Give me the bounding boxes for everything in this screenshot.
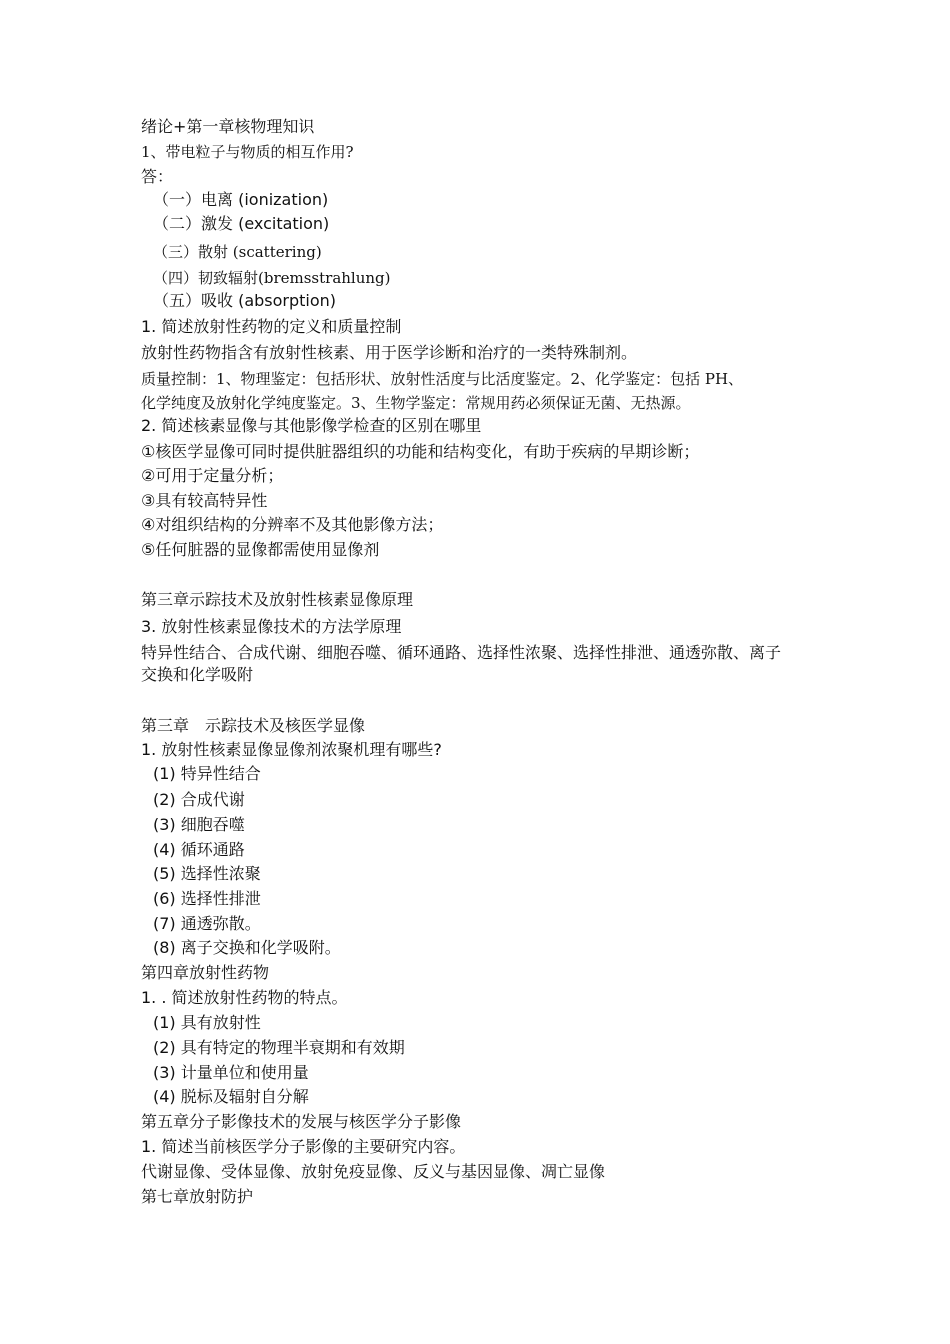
list-item: (4) 脱标及辐射自分解 bbox=[153, 1087, 309, 1106]
list-item: (3) 计量单位和使用量 bbox=[153, 1063, 309, 1082]
list-item: ③具有较高特异性 bbox=[141, 491, 268, 510]
answer-text: 交换和化学吸附 bbox=[141, 665, 254, 684]
list-item: (6) 选择性排泄 bbox=[153, 889, 261, 908]
question: 3. 放射性核素显像技术的方法学原理 bbox=[141, 617, 402, 636]
answer-text: 代谢显像、受体显像、放射免疫显像、反义与基因显像、凋亡显像 bbox=[141, 1162, 606, 1181]
list-item: ②可用于定量分析； bbox=[141, 466, 284, 485]
list-item: （五）吸收 (absorption) bbox=[153, 291, 337, 310]
section-heading: 第四章放射性药物 bbox=[141, 963, 270, 982]
list-item: (1) 具有放射性 bbox=[153, 1013, 261, 1032]
answer-text: 质量控制：1、物理鉴定：包括形状、放射性活度与比活度鉴定。2、化学鉴定：包括 PH、 bbox=[141, 370, 744, 388]
list-item: ④对组织结构的分辨率不及其他影像方法； bbox=[141, 515, 444, 534]
list-item: (8) 离子交换和化学吸附。 bbox=[153, 938, 341, 957]
question: 1. 简述当前核医学分子影像的主要研究内容。 bbox=[141, 1137, 466, 1156]
list-item: （一）电离 (ionization) bbox=[153, 190, 329, 209]
question: 1. 放射性核素显像显像剂浓聚机理有哪些? bbox=[141, 740, 442, 759]
answer-text: 放射性药物指含有放射性核素、用于医学诊断和治疗的一类特殊制剂。 bbox=[141, 343, 638, 362]
list-item: (7) 通透弥散。 bbox=[153, 914, 261, 933]
question: 1. . 简述放射性药物的特点。 bbox=[141, 988, 348, 1007]
list-item: ⑤任何脏器的显像都需使用显像剂 bbox=[141, 540, 380, 559]
question: 1、带电粒子与物质的相互作用? bbox=[141, 143, 354, 161]
list-item: (2) 具有特定的物理半衰期和有效期 bbox=[153, 1038, 405, 1057]
question: 1. 简述放射性药物的定义和质量控制 bbox=[141, 317, 402, 336]
list-item: ①核医学显像可同时提供脏器组织的功能和结构变化，有助于疾病的早期诊断； bbox=[141, 442, 700, 461]
section-heading: 绪论+第一章核物理知识 bbox=[141, 117, 315, 136]
answer-text: 特异性结合、合成代谢、细胞吞噬、循环通路、选择性浓聚、选择性排泄、通透弥散、离子 bbox=[141, 643, 782, 662]
answer-label: 答： bbox=[141, 167, 174, 186]
list-item: (2) 合成代谢 bbox=[153, 790, 245, 809]
list-item: （二）激发 (excitation) bbox=[153, 214, 330, 233]
section-heading: 第三章示踪技术及放射性核素显像原理 bbox=[141, 590, 414, 609]
question: 2. 简述核素显像与其他影像学检查的区别在哪里 bbox=[141, 416, 482, 435]
list-item: （四）韧致辐射(bremsstrahlung) bbox=[153, 269, 391, 287]
section-heading: 第五章分子影像技术的发展与核医学分子影像 bbox=[141, 1112, 462, 1131]
section-heading: 第三章 示踪技术及核医学显像 bbox=[141, 716, 366, 735]
section-heading: 第七章放射防护 bbox=[141, 1187, 254, 1206]
list-item: (1) 特异性结合 bbox=[153, 764, 261, 783]
answer-text: 化学纯度及放射化学纯度鉴定。3、生物学鉴定：常规用药必须保证无菌、无热源。 bbox=[141, 394, 691, 412]
list-item: (3) 细胞吞噬 bbox=[153, 815, 245, 834]
list-item: （三）散射 (scattering) bbox=[153, 243, 322, 261]
list-item: (5) 选择性浓聚 bbox=[153, 864, 261, 883]
list-item: (4) 循环通路 bbox=[153, 840, 245, 859]
